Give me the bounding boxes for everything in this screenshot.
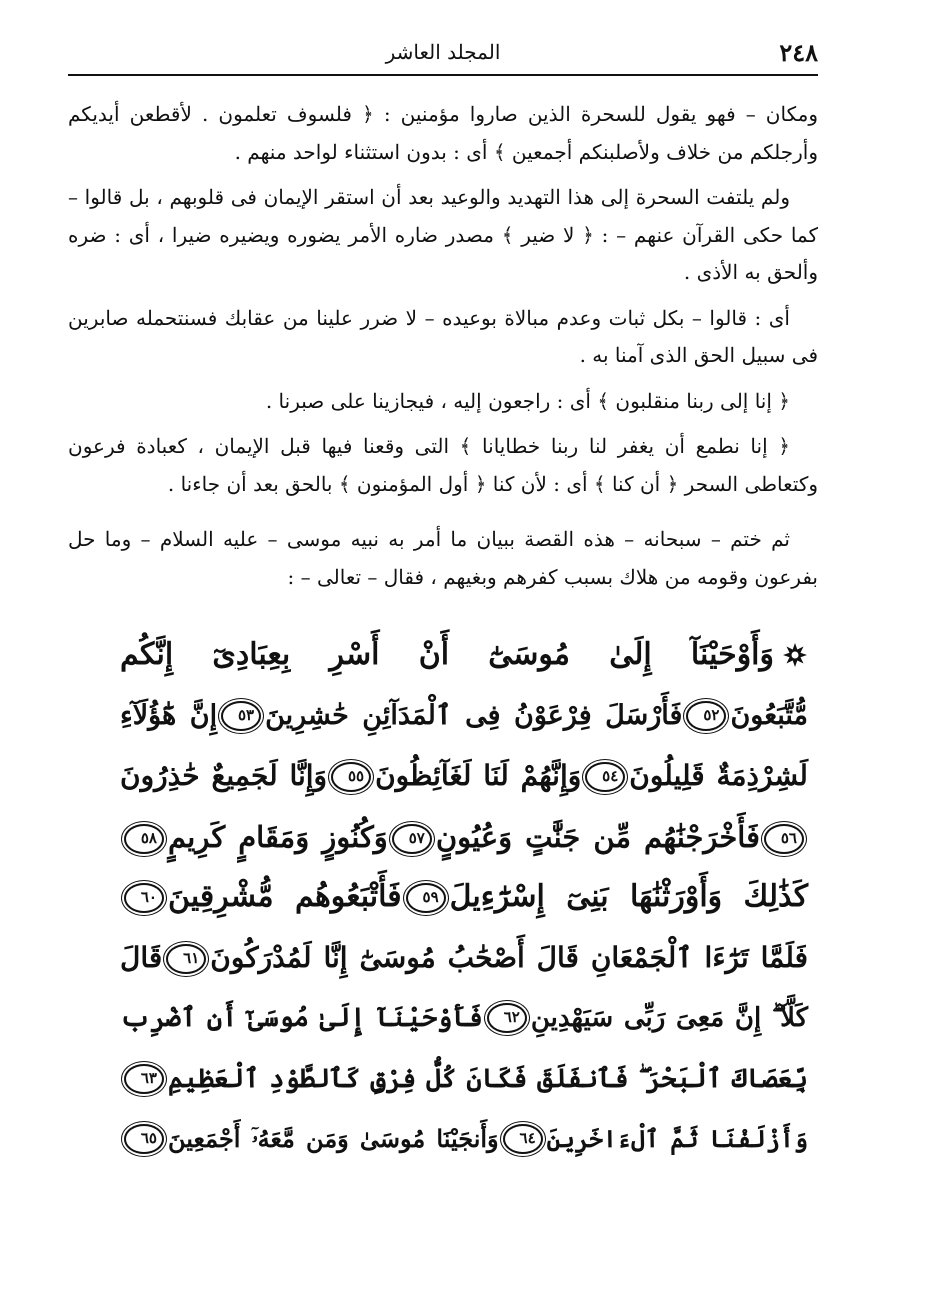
ayah-number-marker: ٥٧ (392, 824, 432, 854)
ayah-number-marker: ٦٥ (124, 1124, 164, 1154)
ayah-number-marker: ٦٠ (124, 883, 164, 913)
ayah-number-marker: ٦٤ (503, 1124, 543, 1154)
paragraph: ﴿ إنا نطمع أن يغفر لنا ربنا خطايانا ﴾ التى وقعنا فيها قبل الإيمان ، كعبادة فرعون وكتعاطى السحر ﴿ أن كنا ﴾ أى : لأن كنا ﴿ أول المؤمنون ﴾ بالحق بعد أن جاءنا . (68, 434, 818, 496)
verse-text: إِنَّ هَٰٓؤُلَآءِ (120, 699, 218, 731)
verse-text: فَأَوْحَيْنَآ إِلَىٰ مُوسَىٰٓ أَنِ ٱضْرِب (120, 1003, 483, 1033)
verse-text: فَأَخْرَجْنَٰهُم مِّن جَنَّٰتٍ وَعُيُونٍ (435, 819, 760, 854)
verse-text: مُّتَّبَعُونَ (730, 699, 808, 731)
quran-line (120, 746, 808, 807)
quran-line (120, 988, 808, 1049)
section-rosette-icon (782, 629, 808, 655)
paragraph: ولم يلتفت السحرة إلى هذا التهديد والوعيد بعد أن استقر الإيمان فى قلوبهم ، بل قالوا – كما حكى القرآن عنهم – : ﴿ لا ضير ﴾ مصدر ضاره الأمر يضوره ويضيره ضيرا ، أى : ضره وألحق به الأذى . (68, 185, 818, 284)
ayah-number-marker: ٥٥ (331, 762, 371, 792)
verse-text: كَلَّآ ۖ إِنَّ مَعِىَ رَبِّى سَيَهْدِينِ (530, 1003, 808, 1033)
header-rule (68, 74, 818, 76)
verse-text: وَكُنُوزٍ وَمَقَامٍ كَرِيمٍ (168, 819, 388, 854)
verse-text: وَأَنجَيْنَا مُوسَىٰ وَمَن مَّعَهُۥٓ أَجْمَعِينَ (168, 1124, 499, 1153)
ayah-number-marker: ٦٣ (124, 1064, 164, 1094)
page-header (68, 34, 818, 74)
verse-text: لَشِرْذِمَةٌ قَلِيلُونَ (629, 759, 808, 792)
verse-text: فَأَتْبَعُوهُم مُّشْرِقِينَ (168, 879, 402, 914)
quran-line (120, 1109, 808, 1170)
verse-text: بِّعَصَاكَ ٱلْبَحْرَ ۖ فَٱنفَلَقَ فَكَانَ كُلُّ فِرْقٍ كَٱلطَّوْدِ ٱلْعَظِيمِ (168, 1063, 808, 1094)
verse-text: وَأَوْحَيْنَآ إِلَىٰ مُوسَىٰٓ أَنْ أَسْرِ بِعِبَادِىٓ إِنَّكُم (120, 637, 774, 672)
page-number: ٢٤٨ (779, 38, 818, 67)
ayah-number-marker: ٥٤ (585, 762, 625, 792)
verse-text: وَإِنَّهُمْ لَنَا لَغَآئِظُونَ (375, 759, 582, 792)
ayah-number-marker: ٥٩ (406, 883, 446, 913)
quran-line (120, 807, 808, 868)
paragraph: ثم ختم – سبحانه – هذه القصة ببيان ما أمر به نبيه موسى – عليه السلام – وما حل بفرعون وقومه من هلاك بسبب كفرهم وبغيهم ، فقال – تعالى – : (68, 527, 818, 589)
ayah-number-marker: ٦٢ (487, 1003, 527, 1033)
ayah-number-marker: ٥٦ (764, 824, 804, 854)
ayah-number-marker: ٦١ (166, 944, 206, 974)
verse-text: فَأَرْسَلَ فِرْعَوْنُ فِى ٱلْمَدَآئِنِ حَٰشِرِينَ (265, 699, 683, 731)
commentary-text (68, 96, 818, 604)
quran-line (120, 1049, 808, 1110)
running-title: المجلد العاشر (385, 40, 501, 64)
ayah-number-marker: ٥٣ (221, 701, 261, 731)
paragraph: أى : قالوا – بكل ثبات وعدم مبالاة بوعيده – لا ضرر علينا من عقابك فسنتحمله صابرين فى سبيل الحق الذى آمنا به . (68, 305, 818, 367)
paragraph: ﴿ إنا إلى ربنا منقلبون ﴾ أى : راجعون إليه ، فيجازينا على صبرنا . (265, 388, 790, 413)
verse-text: وَإِنَّا لَجَمِيعٌ حَٰذِرُونَ (120, 759, 328, 792)
quran-line (120, 928, 808, 989)
paragraph: ومكان – فهو يقول للسحرة الذين صاروا مؤمنين : ﴿ فلسوف تعلمون . لأقطعن أيديكم وأرجلكم من خلاف ولأصلبنكم أجمعين ﴾ أى : بدون استثناء لواحد منهم . (68, 102, 819, 164)
verse-text: فَلَمَّا تَرَٰٓءَا ٱلْجَمْعَانِ قَالَ أَصْحَٰبُ مُوسَىٰٓ إِنَّا لَمُدْرَكُونَ (210, 940, 808, 974)
quran-line (120, 686, 808, 747)
quran-verses-block (120, 625, 808, 1170)
verse-text: وَأَزْلَفْنَا ثَمَّ ٱلْءَاخَرِينَ (546, 1124, 809, 1153)
quran-line (120, 867, 808, 928)
verse-text: قَالَ (120, 940, 163, 974)
verse-text: كَذَٰلِكَ وَأَوْرَثْنَٰهَا بَنِىٓ إِسْرَٰٓءِيلَ (449, 879, 809, 914)
ayah-number-marker: ٥٢ (686, 701, 726, 731)
quran-line (120, 625, 808, 686)
ayah-number-marker: ٥٨ (124, 824, 164, 854)
